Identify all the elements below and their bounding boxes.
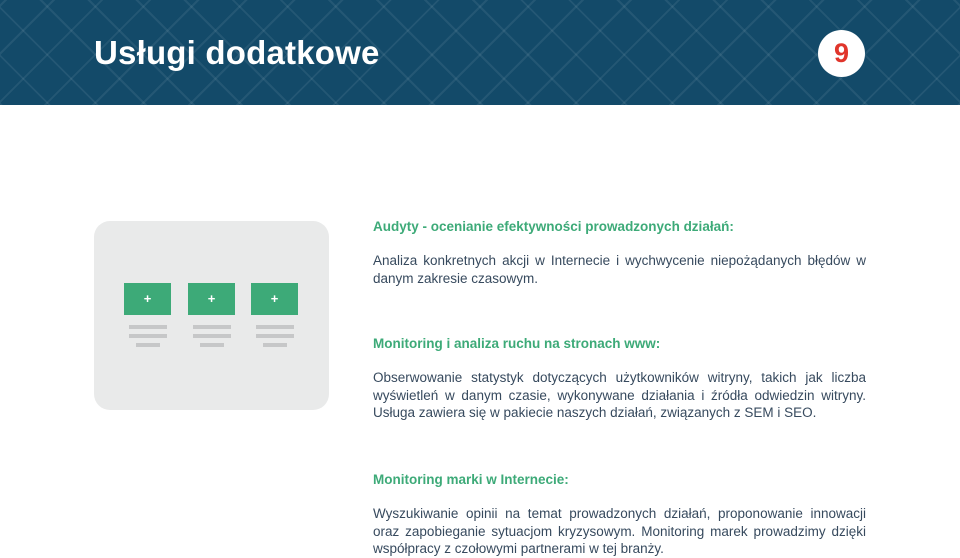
- page-number-badge: 9: [818, 30, 865, 77]
- section-title: Audyty - ocenianie efektywności prowadzonych działań:: [373, 219, 734, 234]
- section-title: Monitoring marki w Internecie:: [373, 472, 569, 487]
- text-line-placeholder: [263, 343, 287, 347]
- plus-icon: +: [188, 283, 235, 315]
- plus-icon: +: [251, 283, 298, 315]
- section-body: Wyszukiwanie opinii na temat prowadzonych działań, proponowanie innowacji oraz zapobieganie sytuacjom kryzysowym. Monitoring marek prowadzimy dzięki współpracy z czołowymi partnerami w tej branży.: [373, 506, 866, 556]
- text-line-placeholder: [136, 343, 160, 347]
- illustration-card: [188, 283, 235, 347]
- text-line-placeholder: [193, 334, 231, 338]
- text-line-placeholder: [200, 343, 224, 347]
- section-body: Analiza konkretnych akcji w Internecie i wychwycenie niepożądanych błędów w danym zakresie czasowym.: [373, 253, 866, 286]
- section-title: Monitoring i analiza ruchu na stronach www:: [373, 336, 661, 351]
- text-line-placeholder: [256, 325, 294, 329]
- page-title: Usługi dodatkowe: [94, 34, 380, 71]
- page-header: [0, 0, 960, 105]
- service-section-traffic-monitoring: [373, 335, 866, 422]
- plus-icon: +: [124, 283, 171, 315]
- section-body: Obserwowanie statystyk dotyczących użytkowników witryny, takich jak liczba wyświetleń w danym czasie, wykonywane działania i źródła odwiedzin witryny. Usługa zawiera się w pakiecie naszych działań, związanych z SEM i SEO.: [373, 370, 866, 420]
- illustration-card: [251, 283, 298, 347]
- text-line-placeholder: [256, 334, 294, 338]
- text-line-placeholder: [129, 325, 167, 329]
- text-line-placeholder: [193, 325, 231, 329]
- services-illustration: [94, 221, 329, 410]
- text-line-placeholder: [129, 334, 167, 338]
- service-section-brand-monitoring: [373, 471, 866, 558]
- illustration-card: [124, 283, 171, 347]
- service-section-audits: [373, 218, 866, 287]
